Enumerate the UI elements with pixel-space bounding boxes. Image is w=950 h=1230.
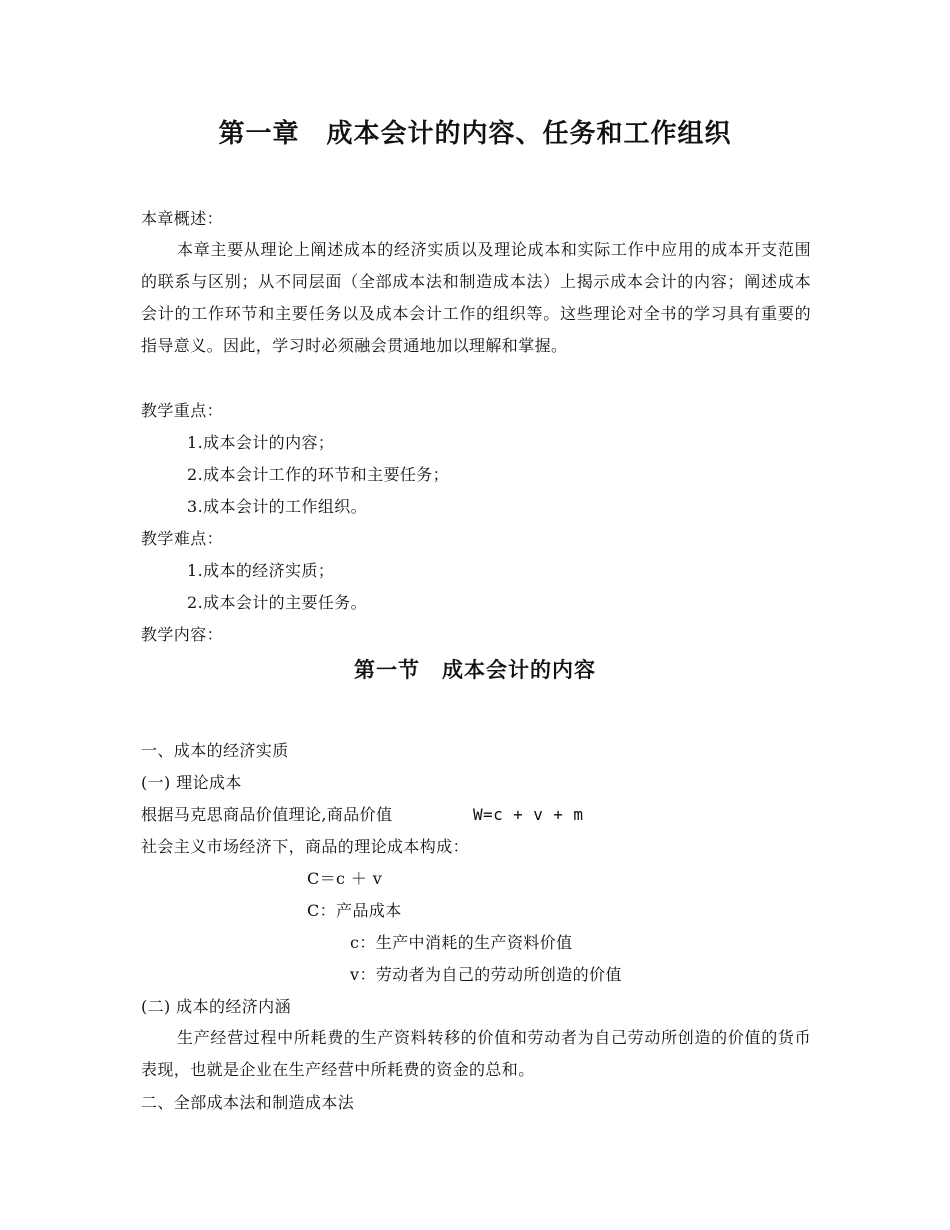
section-title: 第一节 成本会计的内容 xyxy=(354,658,596,682)
difficulty-item: 2.成本会计的主要任务。 xyxy=(187,593,368,612)
key-point-item: 2.成本会计工作的环节和主要任务； xyxy=(187,465,450,484)
formula-c-definition: c：生产中消耗的生产资料价值 xyxy=(350,933,573,952)
cost-formula-definition: C：产品成本 xyxy=(307,901,402,920)
key-point-item: 1.成本会计的内容； xyxy=(187,433,335,452)
value-formula: W=c + v + m xyxy=(473,805,584,824)
socialist-cost-line: 社会主义市场经济下，商品的理论成本构成： xyxy=(141,837,470,856)
subheading-theoretical-cost: (一) 理论成本 xyxy=(141,773,242,792)
key-points-label: 教学重点： xyxy=(141,401,224,420)
heading-economic-essence: 一、成本的经济实质 xyxy=(141,741,289,760)
cost-formula: C＝c ＋ v xyxy=(307,869,383,888)
marx-theory-line: 根据马克思商品价值理论,商品价值 xyxy=(141,805,393,824)
chapter-title: 第一章 成本会计的内容、任务和工作组织 xyxy=(218,119,732,149)
connotation-paragraph: 生产经营过程中所耗费的生产资料转移的价值和劳动者为自己劳动所创造的价值的货币表现，也就是企业在生产经营中所耗费的资金的总和。 xyxy=(141,1028,811,1079)
content-label: 教学内容： xyxy=(141,625,224,644)
heading-costing-methods: 二、全部成本法和制造成本法 xyxy=(141,1093,355,1112)
key-point-item: 3.成本会计的工作组织。 xyxy=(187,497,368,516)
overview-paragraph: 本章主要从理论上阐述成本的经济实质以及理论成本和实际工作中应用的成本开支范围的联系与区别；从不同层面（全部成本法和制造成本法）上揭示成本会计的内容；阐述成本会计的工作环节和主要任务以及成本会计工作的组织等。这些理论对全书的学习具有重要的指导意义。因此，学习时必须融会贯通地加以理解和掌握。 xyxy=(141,240,811,355)
difficulties-label: 教学难点： xyxy=(141,529,224,548)
subheading-economic-connotation: (二) 成本的经济内涵 xyxy=(141,997,291,1016)
formula-v-definition: v：劳动者为自己的劳动所创造的价值 xyxy=(350,965,622,984)
overview-label: 本章概述： xyxy=(141,209,224,228)
difficulty-item: 1.成本的经济实质； xyxy=(187,561,335,580)
